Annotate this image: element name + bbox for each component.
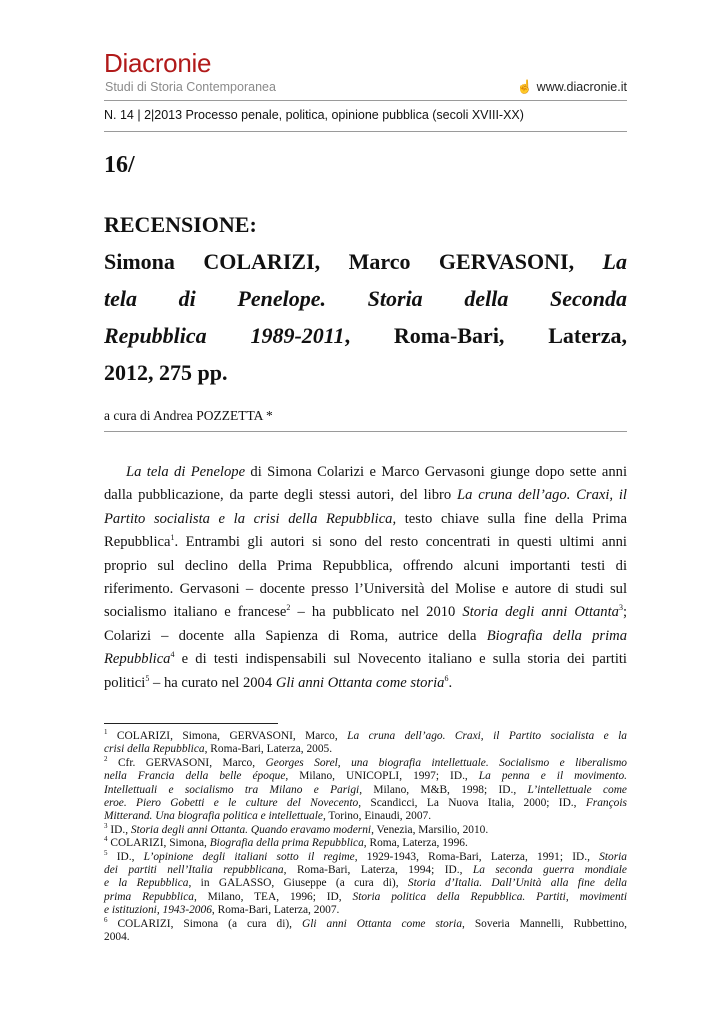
footnote-line: prima Repubblica, Milano, TEA, 1996; ID, Storia politica della Repubblica. Partiti, movimenti [104, 890, 628, 903]
footnote-line: $^1$ COLARIZI, Simona, GERVASONI, Marco, La cruna dell’ago. Craxi, il Partito socialista e la [104, 728, 627, 742]
body-line: Repubblica$^4$ e di testi indispensabili sul Novecento italiano e sulla storia dei partiti [104, 650, 627, 668]
footnote-ref[interactable]: 6 [444, 673, 449, 683]
title-heading: RECENSIONE: [104, 212, 257, 237]
review-author: a cura di Andrea POZZETTA * [104, 408, 273, 423]
body-line: proprio sul declino della Prima Repubblica, offrendo alcuni importanti testi di [104, 557, 627, 574]
body-line: socialismo italiano e francese$^2$ – ha pubblicato nel 2010 Storia degli anni Ottanta$^3$; [104, 603, 628, 621]
footnote-line: 2004. [104, 931, 130, 944]
header-divider [104, 100, 627, 101]
footnote-line: nella Francia della belle époque, Milano, UNICOPLI, 1997; ID., La penna e il movimento. [104, 770, 627, 783]
body-paragraph [104, 461, 627, 695]
footnote-line: Mitterand. Una biografia politica e intellettuale, Torino, Einaudi, 2007. [104, 810, 432, 823]
journal-brand: Diacronie [104, 48, 212, 78]
body-line: Repubblica$^1$. Entrambi gli autori si sono del resto concentrati in questi ultimi anni [104, 533, 627, 551]
footnote-line: eroe. Piero Gobetti e le culture del Novecento, Scandicci, La Nuova Italia, 2000; ID., François [104, 797, 627, 810]
footnote-line: e la Repubblica, in GALASSO, Giuseppe (a cura di), Storia d’Italia. Dall’Unità alla fine della [104, 877, 627, 890]
body-line: Colarizi – docente alla Sapienza di Roma, autrice della Biografia della prima [104, 627, 627, 644]
footnote-line: $^2$ Cfr. GERVASONI, Marco, Georges Sorel, una biografia intellettuale. Socialismo e liberalismo [104, 755, 627, 769]
footnote-ref[interactable]: 2 [286, 603, 291, 613]
title-line: tela di Penelope. Storia della Seconda [104, 286, 627, 311]
footnote-line: crisi della Repubblica, Roma-Bari, Laterza, 2005. [104, 743, 333, 756]
body-line: politici$^5$ – ha curato nel 2004 Gli anni Ottanta come storia$^6$. [104, 673, 453, 691]
article-title [104, 206, 627, 391]
footnotes [104, 730, 627, 945]
footnote-ref[interactable]: 1 [170, 533, 175, 543]
footnote-ref[interactable]: 3 [618, 603, 623, 613]
title-line: Simona COLARIZI, Marco GERVASONI, La [104, 249, 627, 274]
issue-line: N. 14 | 2|2013 Processo penale, politica, opinione pubblica (secoli XVIII-XX) [104, 108, 524, 122]
footnote-line: e istituzioni, 1943-2006, Roma-Bari, Laterza, 2007. [104, 904, 340, 917]
footnote-line: $^4$ COLARIZI, Simona, Biografia della prima Repubblica, Roma, Laterza, 1996. [104, 835, 468, 850]
body-line: riferimento. Gervasoni – docente presso l’Università del Molise e autore di studi sul [104, 581, 627, 598]
hand-pointer-icon: ☝ [516, 79, 533, 94]
title-divider [104, 431, 627, 432]
site-url[interactable]: www.diacronie.it [536, 80, 627, 94]
body-line: dalla pubblicazione, da parte degli stessi autori, del libro La cruna dell’ago. Craxi, il [104, 487, 627, 504]
title-line: Repubblica 1989-2011, Roma-Bari, Laterza, [104, 323, 627, 348]
footnote-line: $^5$ ID., L’opinione degli italiani sotto il regime, 1929-1943, Roma-Bari, Laterza, 1991; ID., Storia [104, 848, 627, 863]
title-line: 2012, 275 pp. [104, 360, 228, 385]
issue-divider [104, 131, 627, 132]
site-link[interactable] [516, 79, 627, 95]
footnote-ref[interactable]: 5 [145, 673, 150, 683]
body-line: Partito socialista e la crisi della Repubblica, testo chiave sulla fine della Prima [104, 510, 627, 527]
footnote-divider [104, 723, 278, 724]
journal-subtitle: Studi di Storia Contemporanea [105, 80, 276, 94]
footnote-line: dei partiti nell’Italia repubblicana, Roma-Bari, Laterza, 1994; ID., La seconda guerra mondiale [104, 864, 627, 877]
footnote-line: $^6$ COLARIZI, Simona (a cura di), Gli anni Ottanta come storia, Soveria Mannelli, Rubbettino, [104, 915, 627, 930]
footnote-line: Intellettuali e socialismo tra Milano e Parigi, Milano, M&B, 1998; ID., L’intellettuale come [104, 783, 627, 796]
footnote-ref[interactable]: 4 [170, 650, 175, 660]
article-number: 16/ [104, 152, 135, 178]
footnote-line: $^3$ ID., Storia degli anni Ottanta. Quando eravamo moderni, Venezia, Marsilio, 2010. [104, 822, 489, 836]
body-line: La tela di Penelope di Simona Colarizi e Marco Gervasoni giunge dopo sette anni [126, 464, 627, 480]
